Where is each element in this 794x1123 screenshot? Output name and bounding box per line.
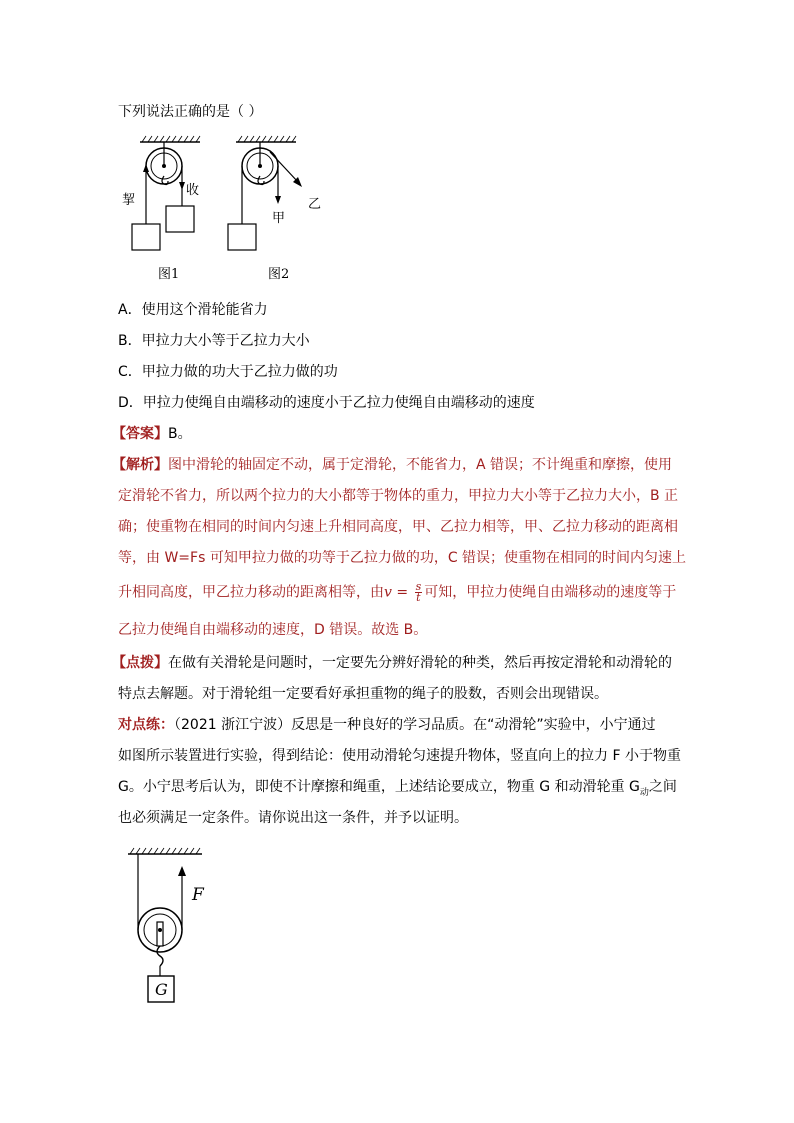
practice-tag: 对点练： [118, 717, 174, 733]
option-d: D．甲拉力使绳自由端移动的速度小于乙拉力使绳自由端移动的速度 [118, 395, 535, 411]
analysis-text-5a: 升相同高度，甲乙拉力移动的距离相等，由 [118, 584, 384, 601]
analysis-line-2: 定滑轮不省力，所以两个拉力的大小都等于物体的重力，甲拉力大小等于乙拉力大小，B 正 [118, 488, 679, 504]
answer-line [112, 424, 192, 444]
figure2-label-down: 甲 [272, 211, 286, 226]
movable-pulley-diagram [126, 844, 226, 1010]
moving-pulley-subscript: 动 [639, 787, 649, 798]
analysis-tag: 【解析】 [112, 457, 168, 473]
velocity-symbol: v [384, 584, 392, 601]
practice-text-3a: G。小宁思考后认为，即使不计摩擦和绳重，上述结论要成立，物重 G 和动滑轮重 G [118, 779, 640, 795]
fraction-numerator: s [415, 580, 422, 593]
option-b: B．甲拉力大小等于乙拉力大小 [118, 333, 310, 349]
tip-line-2: 特点去解题。对于滑轮组一定要看好承担重物的绳子的股数，否则会出现错误。 [118, 686, 608, 702]
figure2-diagram [228, 136, 321, 282]
practice-line-3 [118, 777, 677, 803]
force-label: F [192, 885, 204, 905]
s-over-t-fraction [415, 582, 423, 603]
analysis-line-5 [118, 582, 676, 603]
option-c: C．甲拉力做的功大于乙拉力做的功 [118, 364, 338, 380]
pulley-figures-1-2 [118, 132, 338, 282]
figure1-diagram [122, 136, 200, 282]
answer-text: B。 [168, 426, 192, 442]
practice-line-1 [118, 715, 656, 735]
analysis-line-4: 等，由 W=Fs 可知甲拉力做的功等于乙拉力做的功，C 错误；使重物在相同的时间内匀速上 [118, 550, 687, 566]
figure1-left-label: 挈 [122, 193, 136, 208]
question-stem: 下列说法正确的是（ ） [118, 104, 263, 120]
tip-line-1 [112, 653, 672, 673]
tip-text-1: 在做有关滑轮是问题时，一定要先分辨好滑轮的种类，然后再按定滑轮和动滑轮的 [168, 655, 672, 671]
figure2-caption: 图2 [268, 267, 290, 282]
option-a: A．使用这个滑轮能省力 [118, 302, 268, 318]
answer-tag: 【答案】 [112, 426, 168, 442]
analysis-line-1 [112, 455, 672, 475]
fraction-denominator: t [416, 591, 421, 604]
fixed-pulley-diagram [118, 132, 338, 282]
figure1-right-label: 收 [186, 183, 200, 198]
equals-sign: = [391, 584, 413, 601]
analysis-text-5b: 可知，甲拉力使绳自由端移动的速度等于 [424, 584, 677, 601]
movable-pulley-figure [126, 844, 226, 1010]
practice-line-2: 如图所示装置进行实验，得到结论：使用动滑轮匀速提升物体，竖直向上的拉力 F 小于物重 [118, 748, 681, 764]
practice-text-3b: 之间 [648, 779, 677, 795]
weight-label: G [155, 980, 168, 999]
figure2-label-angled: 乙 [308, 197, 322, 212]
analysis-line-3: 确；使重物在相同的时间内匀速上升相同高度，甲、乙拉力相等，甲、乙拉力移动的距离相 [118, 519, 678, 535]
tip-tag: 【点拨】 [112, 655, 168, 671]
practice-text-1: （2021 浙江宁波）反思是一种良好的学习品质。在“动滑轮”实验中，小宁通过 [174, 717, 656, 733]
practice-line-4: 也必须满足一定条件。请你说出这一条件，并予以证明。 [118, 810, 468, 826]
analysis-text-1: 图中滑轮的轴固定不动，属于定滑轮，不能省力，A 错误；不计绳重和摩擦，使用 [168, 457, 673, 473]
figure1-caption: 图1 [158, 267, 180, 282]
analysis-line-6: 乙拉力使绳自由端移动的速度，D 错误。故选 B。 [118, 622, 428, 638]
